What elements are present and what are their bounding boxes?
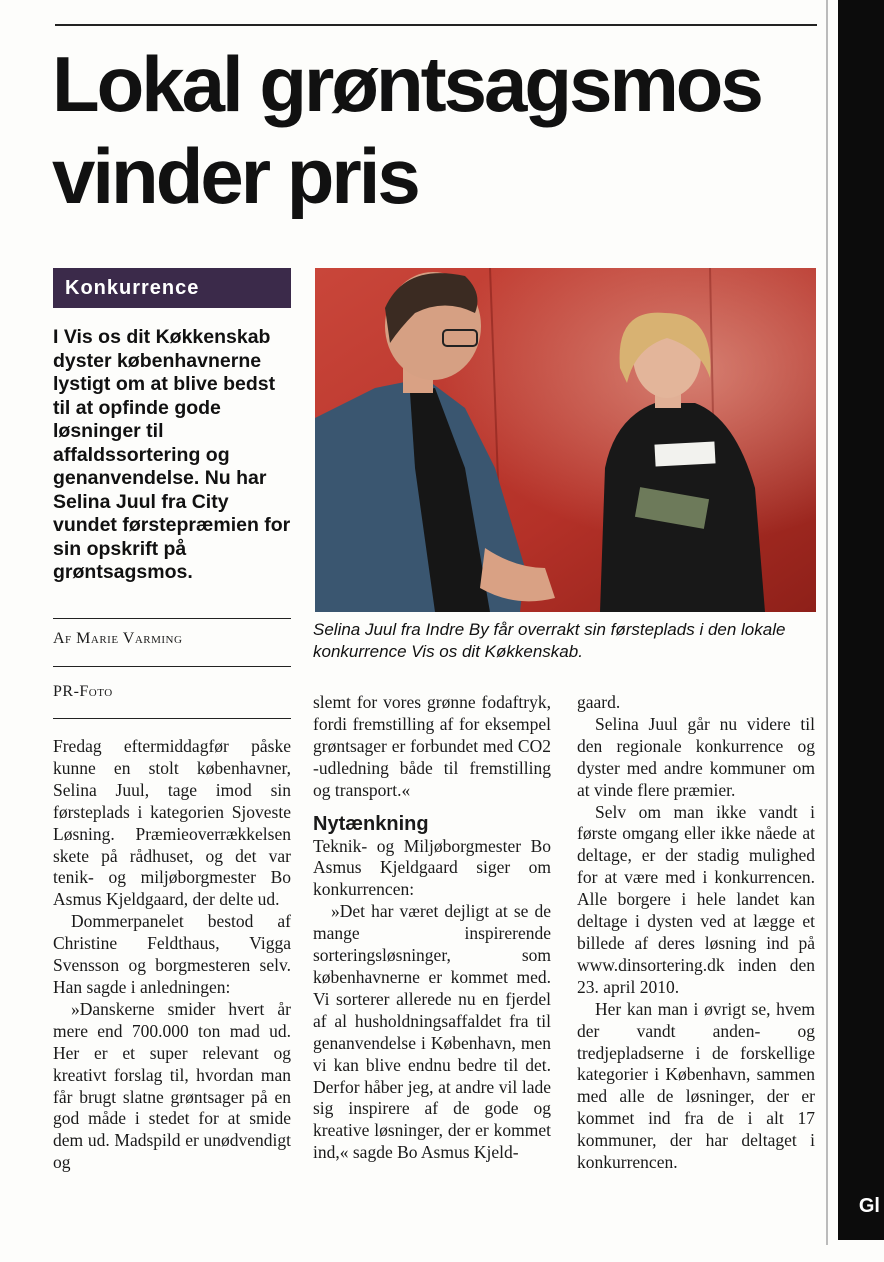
paragraph: Teknik- og Miljøborgmester Bo Asmus Kjeldgaard siger om konkurrencen: bbox=[313, 835, 551, 900]
adjacent-page-edge bbox=[838, 0, 884, 1240]
section-tag: Konkurrence bbox=[53, 268, 291, 308]
column-divider bbox=[826, 0, 828, 1245]
subheading: Nytænkning bbox=[313, 812, 429, 835]
paragraph: Selv om man ikke vandt i første omgang eller ikke nåede at deltage, er der stadig mulighed for at være med i konkurrencen. Alle borgere i hele landet kan deltage i dysten ved at lægge et billede af deres løsning ind på www.dinsortering.dk inden den 23. april 2010. bbox=[577, 801, 815, 997]
column-3 bbox=[577, 692, 815, 1174]
photo-illustration bbox=[315, 268, 816, 612]
byline-rule bbox=[53, 666, 291, 667]
paragraph: Dommerpanelet bestod af Christine Feldthaus, Vigga Svensson og borgmesteren selv. Han sagde i anledningen: bbox=[53, 911, 291, 997]
adjacent-page-text: Gl bbox=[858, 1195, 880, 1217]
column-2 bbox=[313, 692, 551, 1164]
lead-rule bbox=[53, 618, 291, 619]
paragraph: Fredag eftermiddagfør påske kunne en stolt københavner, Selina Juul, tage imod sin førsteplads i kategorien Sjoveste Løsning. Præmieoverrækkelsen skete på rådhuset, og det var tenik- og miljøborgmester Bo Asmus Kjeldgaard, der delte ud. bbox=[53, 736, 291, 910]
headline: Lokal grøntsagsmos vinder pris bbox=[52, 40, 761, 220]
paragraph: gaard. bbox=[577, 692, 621, 712]
photo-caption: Selina Juul fra Indre By får overrakt sin førsteplads i den lokale konkurrence Vis os dit Køkkenskab. bbox=[313, 620, 786, 661]
paragraph: Her kan man i øvrigt se, hvem der vandt anden- og tredjepladserne i de forskellige kategorier i København, sammen med alle de løsninger, der er kommet ind fra de i alt 17 kommuner, der har deltaget i konkurrencen. bbox=[577, 998, 815, 1173]
paragraph: Selina Juul går nu videre til den regionale konkurrence og dyster med andre kommuner om at vinde flere præmier. bbox=[577, 713, 815, 800]
column-1 bbox=[53, 736, 291, 1174]
paragraph: »Det har været dejligt at se de mange inspirerende sorteringsløsninger, som københavnerne er kommet med. Vi sorterer allerede nu en fjerdel af al husholdningsaffaldet fra til genanvendelse i København, men vi kan blive endnu bedre til det. Derfor håber jeg, at andre vil lade sig inspirere af de gode og kreative løsninger, der er kommet ind,« sagde Bo Asmus Kjeld- bbox=[313, 901, 551, 1163]
byline: Af Marie Varming bbox=[53, 630, 183, 647]
lead-paragraph: I Vis os dit Køkkenskab dyster københavnerne lystigt om at blive bedst til at opfinde gode løsninger til affaldssortering og genanvendelse. Nu har Selina Juul fra City vundet førstepræmien for sin opskrift på grøntsagsmos. bbox=[53, 326, 291, 583]
credit-rule bbox=[53, 718, 291, 719]
article-photo bbox=[315, 268, 816, 612]
paragraph: »Danskerne smider hvert år mere end 700.000 ton mad ud. Her er et super relevant og kreativt forslag til, hvordan man får brugt slatne grøntsager på en god måde i stedet for at smide dem ud. Madspild er unødvendigt og bbox=[53, 998, 291, 1173]
top-rule bbox=[55, 24, 817, 26]
paragraph: slemt for vores grønne fodaftryk, fordi fremstilling af for eksempel grøntsager er forbundet med CO2 -udledning både til fremstilling og transport.« bbox=[313, 692, 551, 800]
photo-credit: PR-Foto bbox=[53, 683, 113, 700]
